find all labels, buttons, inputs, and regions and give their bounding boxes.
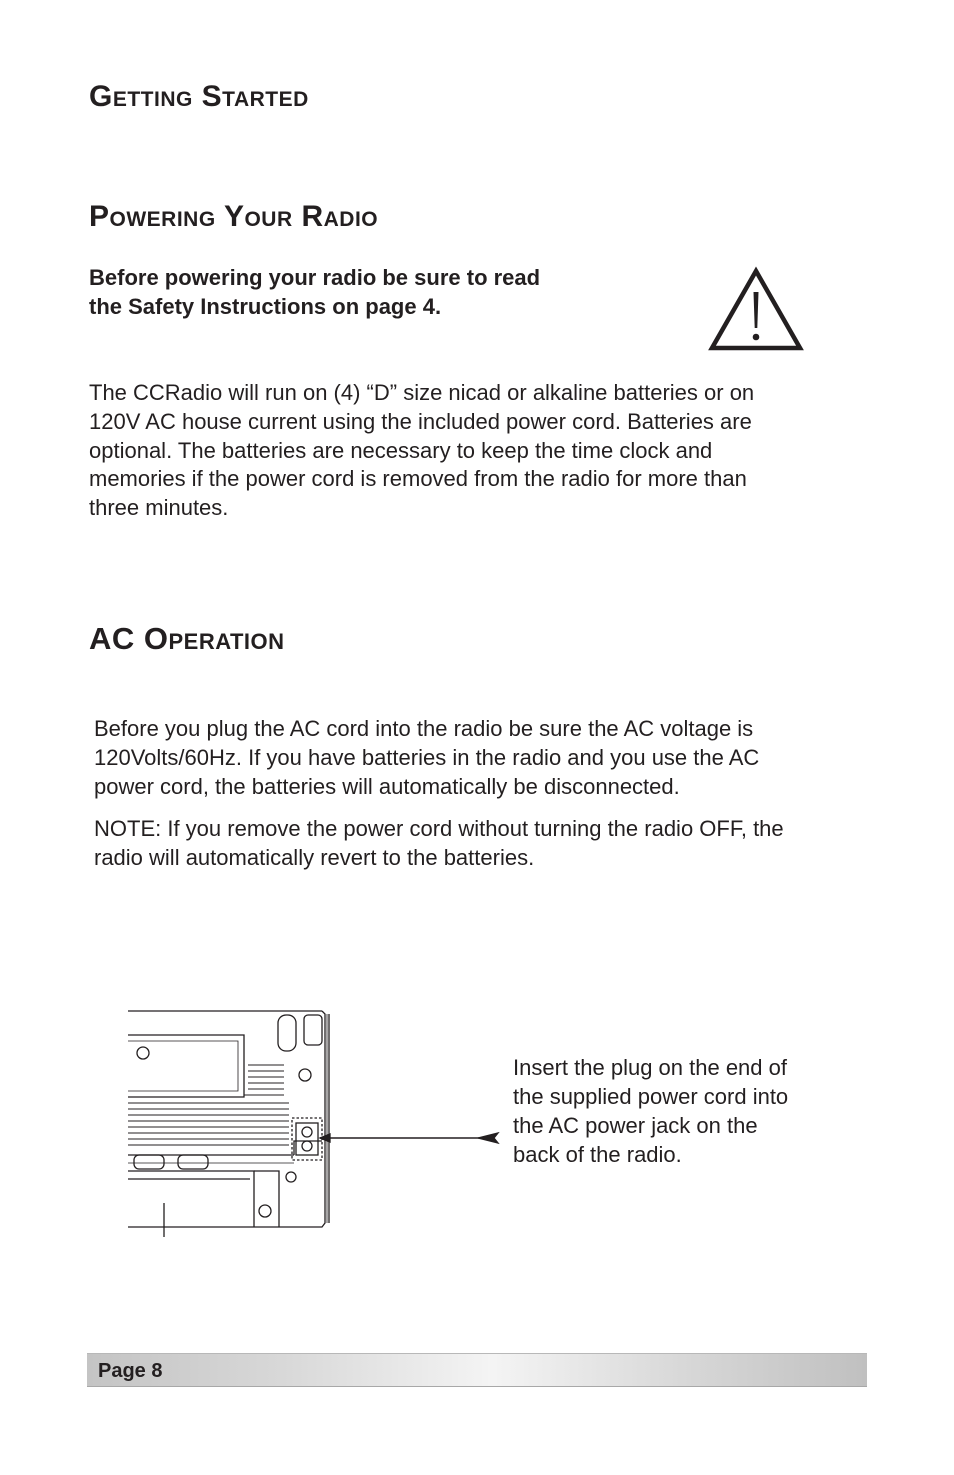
page-number: Page 8 bbox=[98, 1360, 163, 1382]
diagram-caption: Insert the plug on the end of the supplied power cord into the AC power jack on the back of the radio. bbox=[513, 1055, 789, 1167]
page-footer-bar bbox=[87, 1353, 867, 1387]
heading-powering-your-radio: Powering Your Radio bbox=[89, 200, 379, 233]
heading-ac-operation: AC Operation bbox=[89, 621, 285, 656]
radio-back-panel-diagram bbox=[124, 1005, 504, 1240]
warning-triangle-icon bbox=[708, 266, 804, 352]
ac-note-paragraph: NOTE: If you remove the power cord without turning the radio OFF, the radio will automatically revert to the batteries. bbox=[94, 816, 784, 870]
batteries-paragraph: The CCRadio will run on (4) “D” size nicad or alkaline batteries or on 120V AC house current using the included power cord. Batteries are optional. The batteries are necessary to keep the time clock and memories if the power cord is removed from the radio for more than three minutes. bbox=[89, 380, 755, 521]
section-title-getting-started: Getting Started bbox=[89, 80, 309, 113]
ac-voltage-paragraph: Before you plug the AC cord into the radio be sure the AC voltage is 120Volts/60Hz. If you have batteries in the radio and you use the AC power cord, the batteries will automatically be disconnected. bbox=[94, 716, 760, 799]
safety-instructions-note: Before powering your radio be sure to read the Safety Instructions on page 4. bbox=[89, 265, 541, 319]
